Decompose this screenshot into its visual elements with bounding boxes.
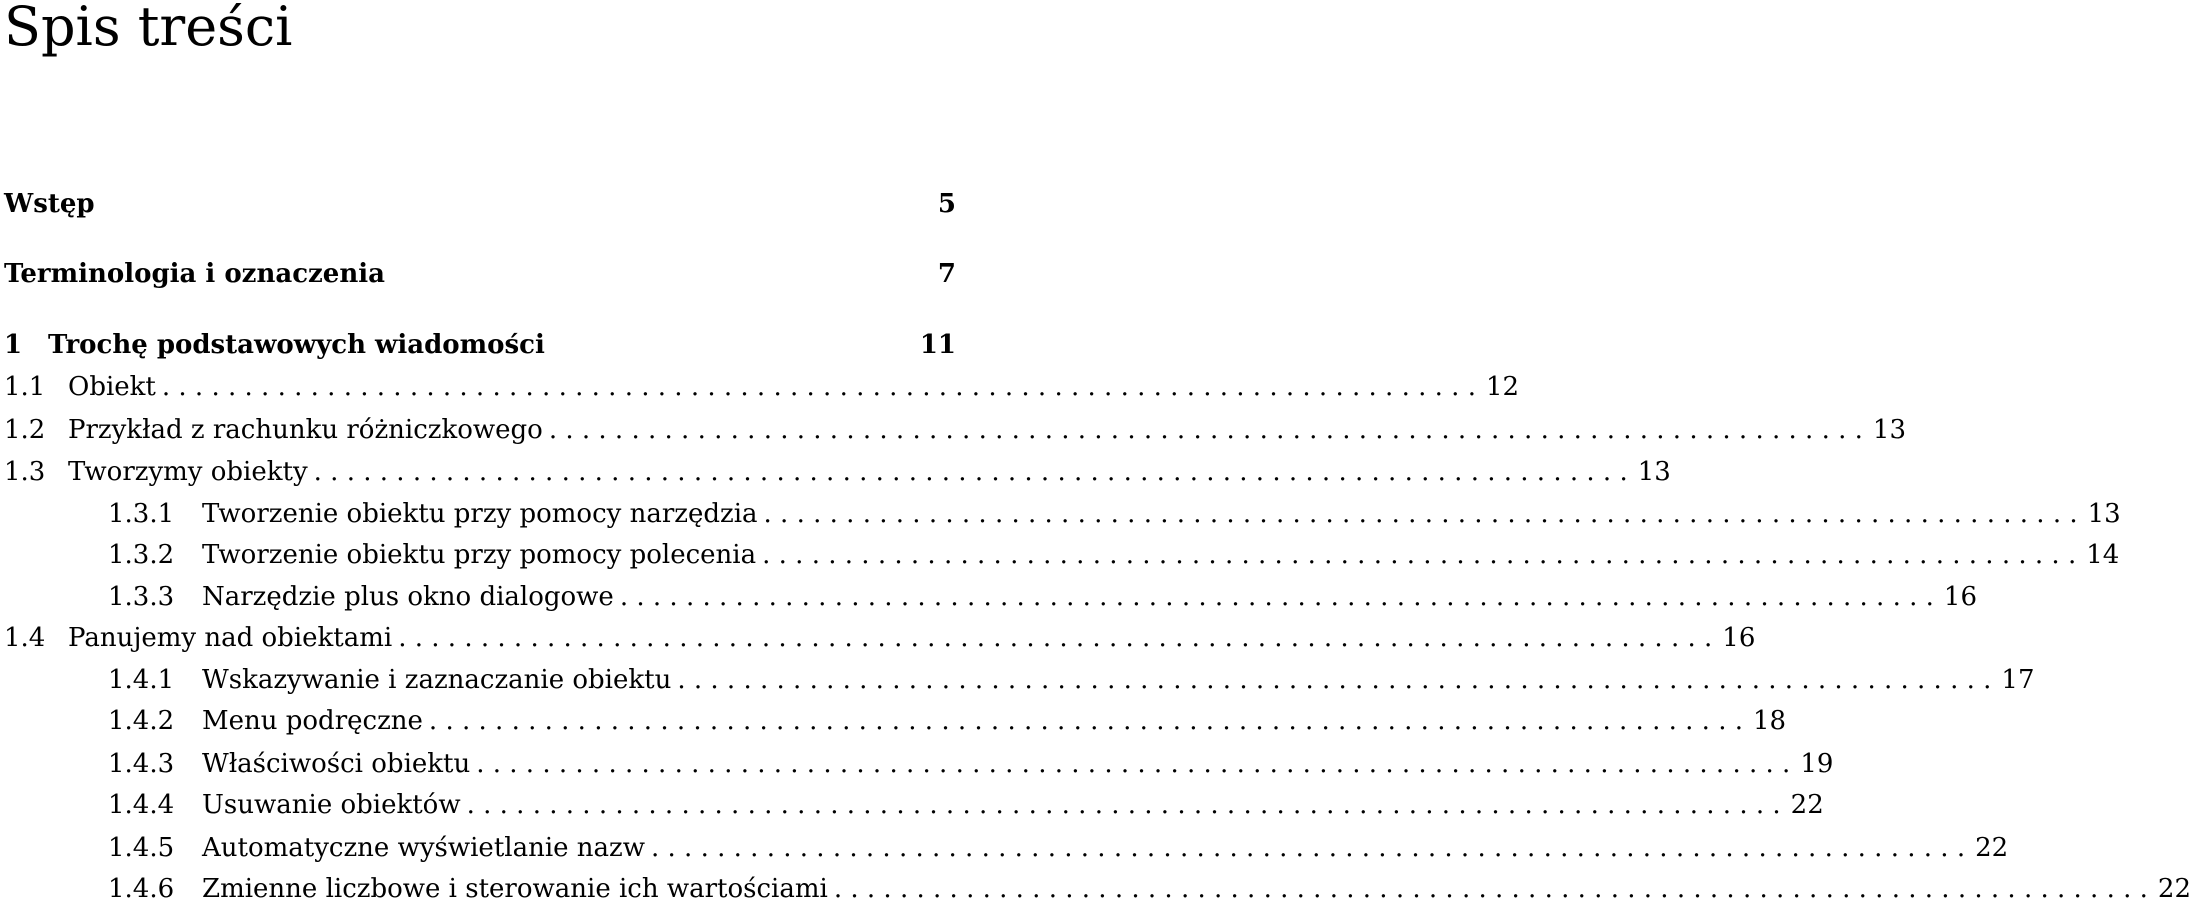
toc-entry[interactable] — [0, 494, 2121, 534]
toc-entry-page: 19 — [1800, 749, 1834, 779]
toc-dot-leader: . . . . . . . . . . . . . . . . . . . . . . . . . . . . . . . . . . . . . . . . . . . . . . . . . . . . . . . . . . . . . . . . . . . . . . . . . . . . . . . . — [161, 372, 1476, 402]
toc-entry-page: 11 — [919, 330, 956, 360]
toc-entry-page: 5 — [937, 189, 956, 219]
toc-entry-page: 22 — [2157, 874, 2191, 904]
toc-dot-leader: . . . . . . . . . . . . . . . . . . . . . . . . . . . . . . . . . . . . . . . . . . . . . . . . . . . . . . . . . . . . . . . . . . . . . . . . . . . . . . . . — [833, 874, 2148, 904]
toc-dot-leader: . . . . . . . . . . . . . . . . . . . . . . . . . . . . . . . . . . . . . . . . . . . . . . . . . . . . . . . . . . . . . . . . . . . . . . . . . . . . . . . . — [428, 706, 1744, 736]
toc-entry-number: 1.4 — [4, 623, 46, 653]
toc-entry-page: 13 — [1637, 457, 1671, 487]
toc-entry-page: 13 — [1872, 415, 1906, 445]
toc-entry-page: 13 — [2087, 499, 2121, 529]
toc-entry[interactable] — [0, 785, 1824, 825]
toc-entry[interactable] — [0, 577, 1978, 617]
toc-entry-page: 14 — [2086, 540, 2120, 570]
toc-dot-leader: . . . . . . . . . . . . . . . . . . . . . . . . . . . . . . . . . . . . . . . . . . . . . . . . . . . . . . . . . . . . . . . . . . . . . . . . . . . . . . . . — [677, 665, 1992, 695]
toc-entry[interactable] — [0, 660, 2035, 700]
toc-entry-title: Trochę podstawowych wiadomości — [48, 330, 545, 360]
toc-entry-title: Przykład z rachunku różniczkowego — [68, 415, 543, 445]
toc-entry-page: 12 — [1485, 372, 1520, 402]
toc-entry[interactable] — [0, 452, 1671, 492]
toc-entry[interactable] — [0, 618, 1756, 658]
toc-entry-title: Wstęp — [4, 189, 95, 219]
toc-entry-number: 1.3 — [4, 457, 46, 487]
toc-dot-leader: . . . . . . . . . . . . . . . . . . . . . . . . . . . . . . . . . . . . . . . . . . . . . . . . . . . . . . . . . . . . . . . . . . . . . . . . . . . . . . . . — [651, 833, 1966, 863]
toc-entry-number: 1.4.3 — [108, 749, 175, 779]
toc-entry-title: Zmienne liczbowe i sterowanie ich wartościami — [202, 874, 828, 904]
toc-entry-number: 1.3.1 — [108, 499, 175, 529]
toc-entry-number: 1.4.1 — [108, 665, 175, 695]
toc-entry-page: 18 — [1753, 706, 1787, 736]
toc-entry-page: 17 — [2001, 665, 2035, 695]
toc-entry-title: Obiekt — [68, 372, 156, 402]
toc-entry[interactable] — [0, 828, 2009, 868]
toc-entry-title: Automatyczne wyświetlanie nazw — [202, 833, 645, 863]
toc-entry-title: Tworzenie obiektu przy pomocy narzędzia — [202, 499, 758, 529]
toc-entry-page: 16 — [1943, 582, 1978, 612]
toc-entry-page: 7 — [937, 259, 956, 289]
toc-entry-title: Usuwanie obiektów — [202, 790, 461, 820]
toc-dot-leader: . . . . . . . . . . . . . . . . . . . . . . . . . . . . . . . . . . . . . . . . . . . . . . . . . . . . . . . . . . . . . . . . . . . . . . . . . . . . . . . . — [398, 623, 1713, 653]
toc-entry-title: Menu podręczne — [202, 706, 423, 736]
toc-entry[interactable] — [0, 367, 1520, 407]
toc-entry[interactable] — [0, 325, 956, 365]
toc-dot-leader: . . . . . . . . . . . . . . . . . . . . . . . . . . . . . . . . . . . . . . . . . . . . . . . . . . . . . . . . . . . . . . . . . . . . . . . . . . . . . . . . — [466, 790, 1781, 820]
toc-entry[interactable] — [0, 184, 956, 224]
toc-entry-number: 1.1 — [4, 372, 46, 402]
toc-entry[interactable] — [0, 744, 1834, 784]
toc-entry-number: 1.4.2 — [108, 706, 175, 736]
toc-entry-title: Narzędzie plus okno dialogowe — [202, 582, 614, 612]
toc-entry-number: 1.4.6 — [108, 874, 175, 904]
toc-entry-page: 22 — [1975, 833, 2009, 863]
toc-entry[interactable] — [0, 701, 1787, 741]
toc-entry[interactable] — [0, 410, 1906, 450]
toc-entry-title: Terminologia i oznaczenia — [4, 259, 385, 289]
toc-dot-leader: . . . . . . . . . . . . . . . . . . . . . . . . . . . . . . . . . . . . . . . . . . . . . . . . . . . . . . . . . . . . . . . . . . . . . . . . . . . . . . . . — [548, 415, 1863, 445]
toc-entry-title: Tworzymy obiekty — [68, 457, 308, 487]
toc-entry-number: 1.2 — [4, 415, 46, 445]
toc-dot-leader: . . . . . . . . . . . . . . . . . . . . . . . . . . . . . . . . . . . . . . . . . . . . . . . . . . . . . . . . . . . . . . . . . . . . . . . . . . . . . . . . — [476, 749, 1791, 779]
toc-entry-number: 1.3.3 — [108, 582, 175, 612]
toc-entry-number: 1.3.2 — [108, 540, 175, 570]
toc-entry[interactable] — [0, 254, 956, 294]
toc-dot-leader: . . . . . . . . . . . . . . . . . . . . . . . . . . . . . . . . . . . . . . . . . . . . . . . . . . . . . . . . . . . . . . . . . . . . . . . . . . . . . . . . — [762, 540, 2077, 570]
toc-entry-number: 1 — [4, 330, 23, 360]
toc-entry-title: Wskazywanie i zaznaczanie obiektu — [202, 665, 672, 695]
toc-entry-number: 1.4.5 — [108, 833, 175, 863]
toc-dot-leader: . . . . . . . . . . . . . . . . . . . . . . . . . . . . . . . . . . . . . . . . . . . . . . . . . . . . . . . . . . . . . . . . . . . . . . . . . . . . . . . . — [763, 499, 2078, 529]
toc-entry-number: 1.4.4 — [108, 790, 175, 820]
toc-entry-title: Panujemy nad obiektami — [68, 623, 393, 653]
toc-dot-leader: . . . . . . . . . . . . . . . . . . . . . . . . . . . . . . . . . . . . . . . . . . . . . . . . . . . . . . . . . . . . . . . . . . . . . . . . . . . . . . . . — [313, 457, 1628, 487]
toc-entry[interactable] — [0, 535, 2120, 575]
toc-dot-leader: . . . . . . . . . . . . . . . . . . . . . . . . . . . . . . . . . . . . . . . . . . . . . . . . . . . . . . . . . . . . . . . . . . . . . . . . . . . . . . . . — [619, 582, 1934, 612]
toc-entry[interactable] — [0, 869, 2191, 909]
page-title: Spis treści — [4, 0, 293, 58]
toc-entry-page: 22 — [1790, 790, 1824, 820]
toc-entry-page: 16 — [1722, 623, 1756, 653]
toc-entry-title: Tworzenie obiektu przy pomocy polecenia — [202, 540, 757, 570]
toc-entry-title: Właściwości obiektu — [202, 749, 471, 779]
